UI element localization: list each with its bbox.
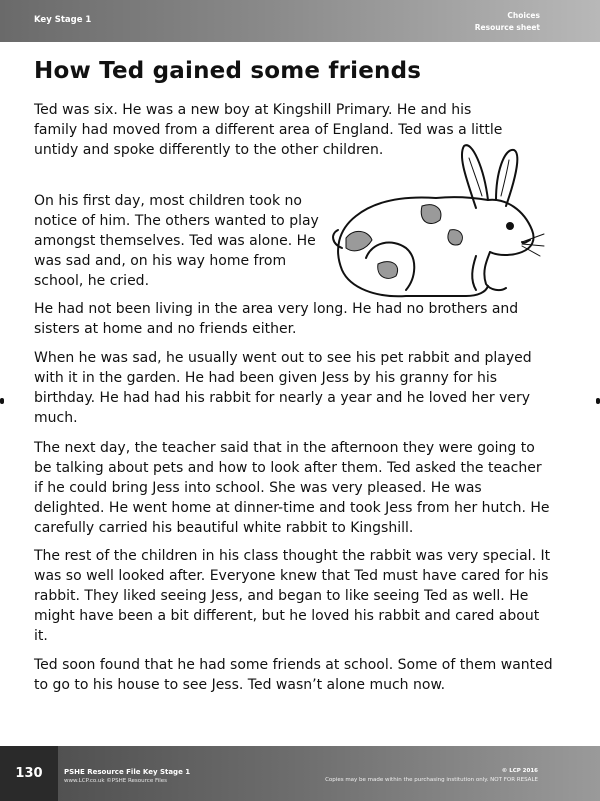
paragraph-3: He had not been living in the area very long. He had no brothers and sisters at home and no friends either. [34, 301, 519, 337]
right-margin-mark [596, 398, 600, 404]
page-title: How Ted gained some friends [34, 58, 422, 84]
footer-title: PSHE Resource File Key Stage 1 [64, 768, 191, 776]
rabbit-illustration [326, 138, 546, 308]
page-number: 130 [0, 746, 58, 801]
paragraph-2: On his first day, most children took no notice of him. The others wanted to play amongst themselves. Ted was alone. He was sad and, on his way home from school, he cried. [34, 193, 319, 289]
paragraph-1: Ted was six. He was a new boy at Kingshill Primary. He and his family had moved from a different area of England. Ted was a little untidy and spoke differently to the other children. [34, 102, 503, 158]
footer-rights-notice: Copies may be made within the purchasing institution only. NOT FOR RESALE [325, 777, 538, 783]
paragraph-6: The rest of the children in his class thought the rabbit was very special. It was so well looked after. Everyone knew that Ted must have cared for his rabbit. They liked seeing Jess, and began to like seeing Ted as well. He might have been a bit different, but he loved his rabbit and cared about it. [34, 548, 551, 644]
paragraph-5: The next day, the teacher said that in the afternoon they were going to be talking about pets and how to look after them. Ted asked the teacher if he could bring Jess into school. She was very pleased. He was delighted. He went home at dinner-time and took Jess from her hutch. He carefully carried his beautiful white rabbit to Kingshill. [34, 440, 550, 536]
paragraph-4: When he was sad, he usually went out to see his pet rabbit and played with it in the garden. He had been given Jess by his granny for his birthday. He had had his rabbit for nearly a year and he loved her very much. [34, 350, 532, 426]
resource-sheet-label: Resource sheet [474, 23, 540, 32]
footer-website: www.LCP.co.uk ©PSHE Resource Files [64, 778, 168, 784]
paragraph-7: Ted soon found that he had some friends at school. Some of them wanted to go to his house to see Jess. Ted wasn’t alone much now. [34, 657, 553, 693]
page-header-bar [0, 0, 600, 42]
key-stage-label: Key Stage 1 [34, 15, 92, 25]
choices-label: Choices [507, 11, 540, 20]
left-margin-mark [0, 398, 4, 404]
page-footer-bar [0, 746, 600, 801]
footer-copyright: © LCP 2016 [501, 768, 538, 774]
header-right [475, 10, 540, 34]
